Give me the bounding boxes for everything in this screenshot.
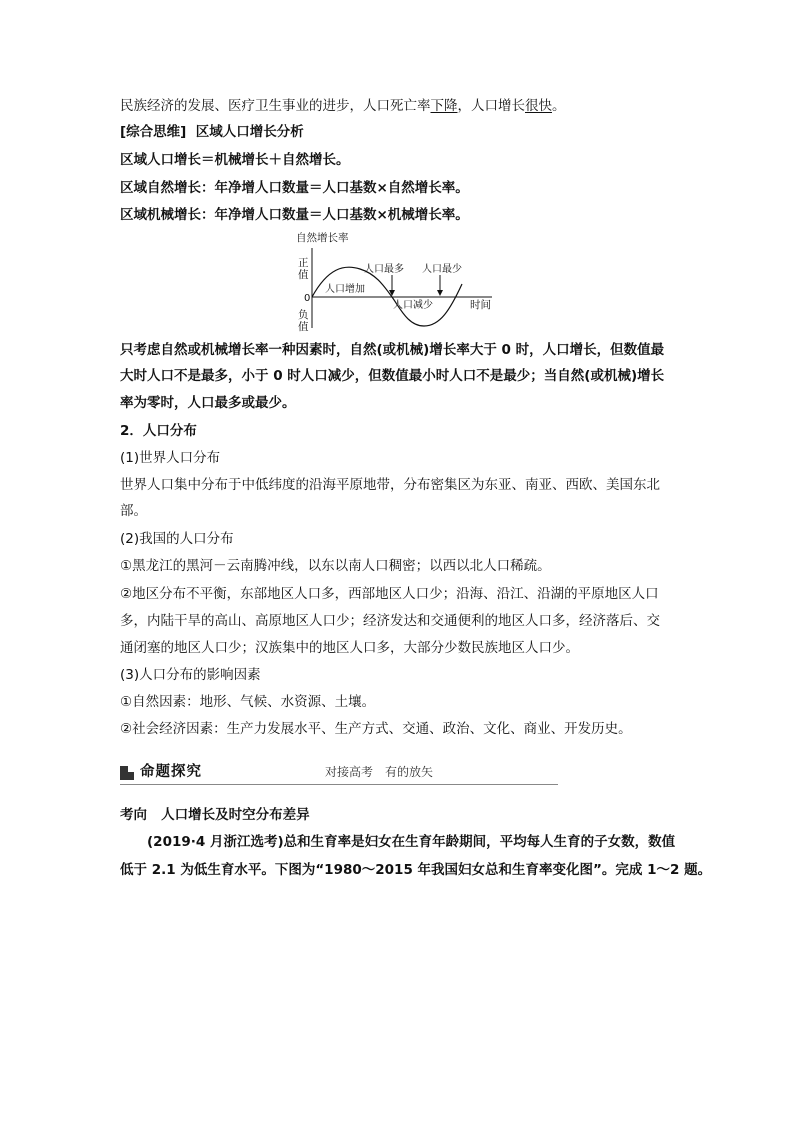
text-run: ，人口增长 — [457, 98, 525, 114]
subsection-heading: (3)人口分布的影响因素 — [120, 667, 261, 683]
question-line: 低于 2.1 为低生育水平。下图为“1980～2015 年我国妇女总和生育率变化图”。完成 1～2 题。 — [120, 862, 712, 878]
section-banner — [120, 758, 438, 788]
banner-subtitle: 对接高考 有的放矢 — [325, 765, 434, 779]
subsection-heading: (1)世界人口分布 — [120, 450, 221, 466]
text-run: 民族经济的发展、医疗卫生事业的进步，人口死亡率 — [120, 98, 431, 114]
paragraph-line: ①黑龙江的黑河－云南腾冲线，以东以南人口稠密；以西以北人口稀疏。 — [120, 558, 551, 574]
negative-label: 负 — [298, 309, 309, 321]
x-axis-label: 时间 — [470, 299, 491, 311]
label-population-most: 人口最多 — [364, 264, 404, 275]
banner-divider — [120, 784, 438, 785]
negative-label: 值 — [298, 321, 309, 333]
section-heading: 2．人口分布 — [120, 423, 197, 439]
underlined-answer: 下降 — [430, 98, 458, 114]
paragraph-line: 通闭塞的地区人口少；汉族集中的地区人口多，大部分少数民族地区人口少。 — [120, 640, 579, 656]
label-population-increase: 人口增加 — [325, 284, 365, 295]
paragraph-line: ②地区分布不平衡，东部地区人口多，西部地区人口少；沿海、沿江、沿湖的平原地区人口 — [120, 586, 659, 602]
positive-label: 值 — [298, 269, 309, 281]
y-axis-label: 自然增长率 — [296, 232, 349, 244]
paragraph-line: 率为零时，人口最多或最少。 — [120, 395, 296, 411]
banner-divider — [438, 784, 558, 785]
positive-label: 正 — [298, 257, 309, 269]
underlined-answer: 很快 — [525, 98, 552, 114]
paragraph-line: 大时人口不是最多，小于 0 时人口减少，但数值最小时人口不是最少；当自然(或机械)增长 — [120, 368, 665, 384]
paragraph-line: 部。 — [120, 503, 147, 519]
paragraph-line: ②社会经济因素：生产力发展水平、生产方式、交通、政治、文化、商业、开发历史。 — [120, 721, 632, 737]
text-run: 。 — [552, 98, 566, 114]
heading-text: 人口增长及时空分布差异 — [161, 807, 310, 823]
question-line: (2019·4 月浙江选考)总和生育率是妇女在生育年龄期间，平均每人生育的子女数，数值 — [147, 834, 676, 850]
formula-line: 区域机械增长：年净增人口数量＝人口基数×机械增长率。 — [120, 207, 469, 223]
section-heading — [120, 122, 304, 142]
formula-line: 区域人口增长＝机械增长＋自然增长。 — [120, 152, 350, 168]
formula-line: 区域自然增长：年净增人口数量＝人口基数×自然增长率。 — [120, 180, 469, 196]
growth-rate-diagram — [284, 228, 504, 336]
paragraph-line: 多，内陆干旱的高山、高原地区人口少；经济发达和交通便利的地区人口多，经济落后、交 — [120, 613, 660, 629]
label-population-least: 人口最少 — [422, 264, 462, 275]
paragraph-line: ①自然因素：地形、气候、水资源、土壤。 — [120, 694, 376, 710]
heading-text: 区域人口增长分析 — [195, 124, 304, 140]
label-population-decrease: 人口减少 — [393, 300, 433, 311]
zero-label: 0 — [304, 293, 311, 304]
question-heading — [120, 805, 310, 825]
heading-tag: [综合思维] — [120, 124, 187, 140]
banner-title: 命题探究 — [140, 764, 202, 780]
banner-block-icon — [120, 766, 134, 780]
subsection-heading: (2)我国的人口分布 — [120, 531, 234, 547]
heading-tag: 考向 — [120, 807, 147, 823]
paragraph-line: 只考虑自然或机械增长率一种因素时，自然(或机械)增长率大于 0 时，人口增长，但数值最 — [120, 342, 665, 358]
paragraph-line: 世界人口集中分布于中低纬度的沿海平原地带，分布密集区为东亚、南亚、西欧、美国东北 — [120, 477, 660, 493]
paragraph-line — [120, 96, 566, 116]
